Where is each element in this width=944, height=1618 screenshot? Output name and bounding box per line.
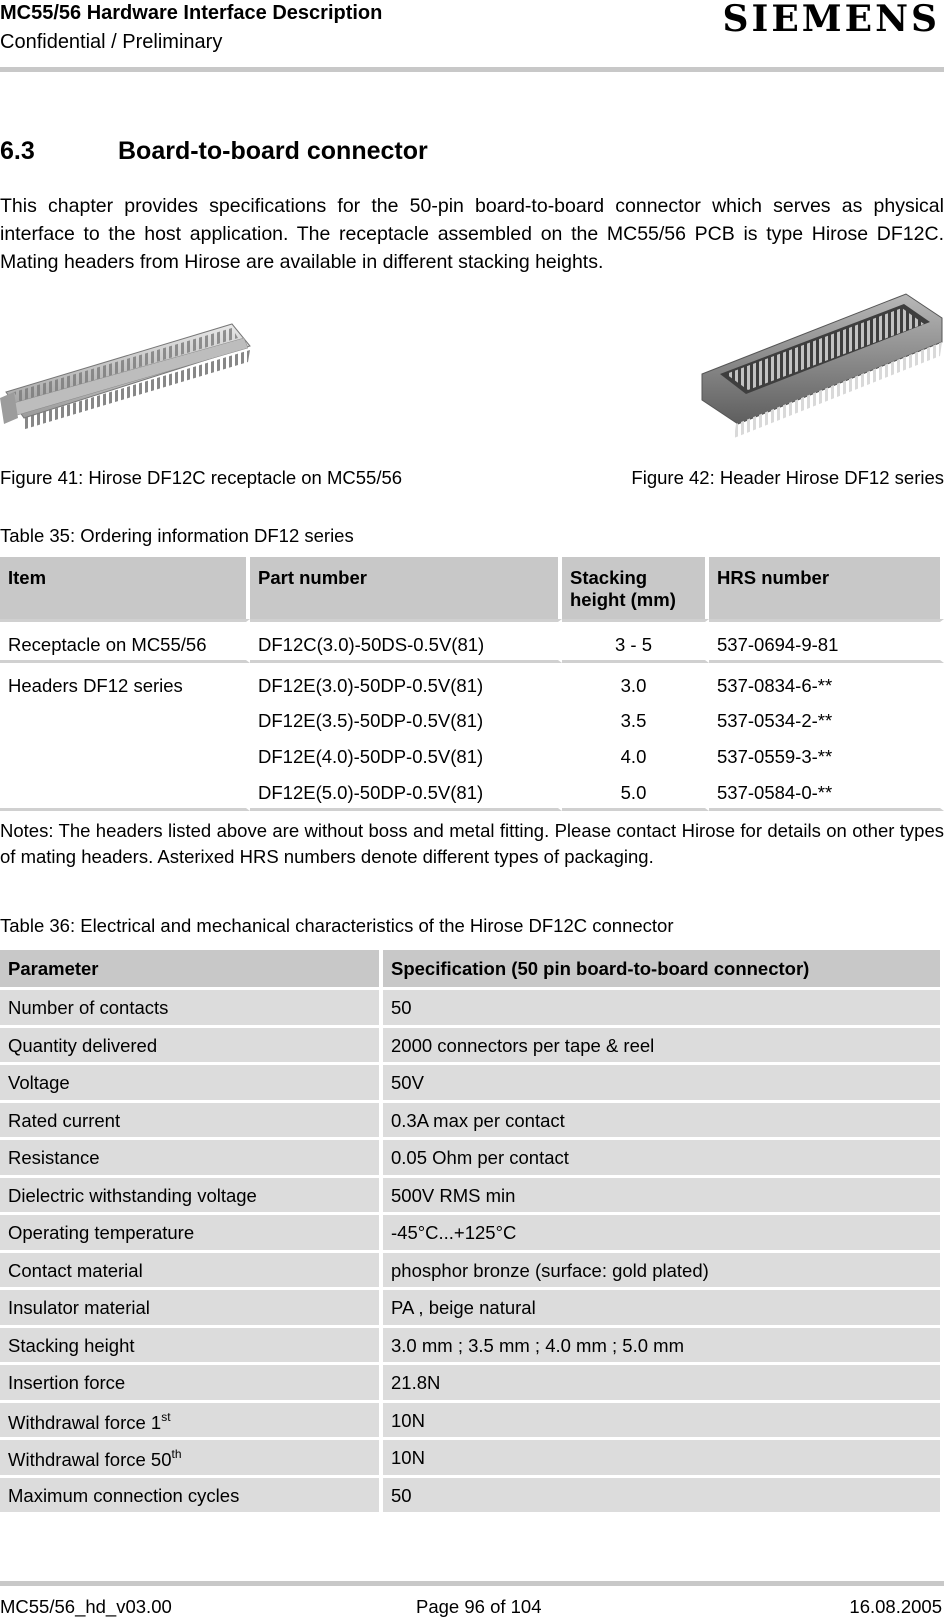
- parameter-cell: [0, 1400, 383, 1438]
- column-header: HRS number: [709, 557, 944, 619]
- parameter-label: Operating temperature: [8, 1222, 195, 1243]
- parameter-label: Number of contacts: [8, 997, 169, 1018]
- parameter-cell: [0, 1287, 383, 1325]
- table-row: [0, 1287, 944, 1325]
- table-row: [0, 775, 944, 811]
- parameter-cell: [0, 987, 383, 1025]
- table-row: [0, 1362, 944, 1400]
- table-row: [0, 739, 944, 775]
- specification-cell: 2000 connectors per tape & reel: [383, 1025, 944, 1063]
- page-number: Page 96 of 104: [416, 1596, 542, 1617]
- table-cell: DF12E(3.0)-50DP-0.5V(81): [250, 663, 562, 703]
- table-cell: [0, 703, 250, 739]
- table-notes: Notes: The headers listed above are without boss and metal fitting. Please contact Hirose for details on other types of mating headers. Asterixed HRS numbers denote different types of packaging.: [0, 820, 944, 867]
- section-title: Board-to-board connector: [118, 137, 428, 165]
- table-cell: 3.0: [562, 663, 709, 703]
- table-row: [0, 619, 944, 663]
- parameter-cell: [0, 1437, 383, 1475]
- column-header: Parameter: [0, 950, 383, 987]
- parameter-cell: [0, 1475, 383, 1513]
- column-header: Part number: [250, 557, 562, 619]
- specification-cell: -45°C...+125°C: [383, 1212, 944, 1250]
- figure-41-caption: Figure 41: Hirose DF12C receptacle on MC55/56: [0, 467, 403, 488]
- parameter-label: Dielectric withstanding voltage: [8, 1184, 257, 1206]
- table-cell: 3.5: [562, 703, 709, 739]
- specification-cell: 0.3A max per contact: [383, 1100, 944, 1138]
- table-row: [0, 1250, 944, 1288]
- parameter-label: Rated current: [8, 1109, 121, 1131]
- table-cell: DF12E(4.0)-50DP-0.5V(81): [250, 739, 562, 775]
- siemens-logo: SIEMENS: [722, 0, 940, 40]
- parameter-label: Voltage: [8, 1072, 70, 1093]
- header-image: [698, 290, 944, 440]
- table-row: [0, 1325, 944, 1363]
- parameter-label: Stacking height: [8, 1334, 135, 1356]
- table-cell: 4.0: [562, 739, 709, 775]
- parameter-cell: [0, 1137, 383, 1175]
- table-cell: 537-0584-0-**: [709, 775, 944, 811]
- parameter-cell: [0, 1362, 383, 1400]
- table-row: [0, 1212, 944, 1250]
- parameter-label: Quantity delivered: [8, 1034, 158, 1056]
- ordinal-suffix: st: [161, 1409, 171, 1424]
- specification-cell: 50V: [383, 1062, 944, 1100]
- table-cell: DF12C(3.0)-50DS-0.5V(81): [250, 619, 562, 663]
- table-row: [0, 703, 944, 739]
- section-number: 6.3: [0, 137, 35, 165]
- ordering-table: [0, 557, 944, 811]
- table-cell: 537-0694-9-81: [709, 619, 944, 663]
- table-cell: Receptacle on MC55/56: [0, 619, 250, 663]
- specification-cell: 500V RMS min: [383, 1175, 944, 1213]
- parameter-label: Insertion force: [8, 1372, 126, 1393]
- specification-cell: 10N: [383, 1400, 944, 1438]
- table-row: [0, 1400, 944, 1438]
- table-35-caption: Table 35: Ordering information DF12 series: [0, 525, 354, 546]
- characteristics-table: [0, 950, 944, 1512]
- table-row: [0, 1475, 944, 1513]
- specification-cell: 50: [383, 1475, 944, 1513]
- parameter-label: Contact material: [8, 1259, 143, 1281]
- table-row: [0, 1137, 944, 1175]
- intro-paragraph: This chapter provides specifications for the 50-pin board-to-board connector which serves as physical interface to the host application. The receptacle assembled on the MC55/56 PCB is type Hirose DF12C. Mating headers from Hirose are available in different stacking heights.: [0, 195, 944, 273]
- specification-cell: 10N: [383, 1437, 944, 1475]
- parameter-label: Resistance: [8, 1147, 100, 1168]
- table-row: [0, 663, 944, 703]
- table-row: [0, 1025, 944, 1063]
- specification-cell: 3.0 mm ; 3.5 mm ; 4.0 mm ; 5.0 mm: [383, 1325, 944, 1363]
- table-cell: DF12E(5.0)-50DP-0.5V(81): [250, 775, 562, 811]
- ordinal-suffix: th: [171, 1447, 182, 1461]
- column-header: Stacking height (mm): [562, 557, 709, 619]
- table-row: [0, 1062, 944, 1100]
- specification-cell: 21.8N: [383, 1362, 944, 1400]
- table-cell: [0, 739, 250, 775]
- parameter-cell: [0, 1100, 383, 1138]
- header-rule: [0, 67, 944, 72]
- parameter-cell: [0, 1325, 383, 1363]
- parameter-label: Insulator material: [8, 1297, 150, 1318]
- table-row: [0, 987, 944, 1025]
- table-36-caption: Table 36: Electrical and mechanical characteristics of the Hirose DF12C connector: [0, 915, 674, 936]
- table-cell: 537-0534-2-**: [709, 703, 944, 739]
- specification-cell: PA , beige natural: [383, 1287, 944, 1325]
- receptacle-image: [0, 288, 252, 440]
- parameter-cell: [0, 1250, 383, 1288]
- specification-cell: 0.05 Ohm per contact: [383, 1137, 944, 1175]
- document-date: 16.08.2005: [849, 1596, 942, 1617]
- specification-cell: phosphor bronze (surface: gold plated): [383, 1250, 944, 1288]
- table-cell: Headers DF12 series: [0, 663, 250, 703]
- column-header: Item: [0, 557, 250, 619]
- table-cell: 5.0: [562, 775, 709, 811]
- section-heading: [0, 137, 428, 166]
- table-cell: 537-0834-6-**: [709, 663, 944, 703]
- table-header-row: [0, 950, 944, 987]
- document-title: MC55/56 Hardware Interface Description: [0, 2, 383, 24]
- page-header: [0, 0, 944, 70]
- parameter-cell: [0, 1025, 383, 1063]
- document-version: MC55/56_hd_v03.00: [0, 1596, 172, 1617]
- table-cell: 537-0559-3-**: [709, 739, 944, 775]
- table-cell: 3 - 5: [562, 619, 709, 663]
- table-cell: DF12E(3.5)-50DP-0.5V(81): [250, 703, 562, 739]
- column-header: Specification (50 pin board-to-board connector): [383, 950, 944, 987]
- characteristics-table-body: [0, 987, 944, 1512]
- document-subtitle: Confidential / Preliminary: [0, 31, 223, 53]
- table-row: [0, 1100, 944, 1138]
- table-row: [0, 1175, 944, 1213]
- specification-cell: 50: [383, 987, 944, 1025]
- parameter-label: Maximum connection cycles: [8, 1484, 240, 1506]
- table-cell: [0, 775, 250, 811]
- figure-42-caption: Figure 42: Header Hirose DF12 series: [631, 467, 944, 488]
- parameter-label: Withdrawal force 50: [8, 1449, 172, 1470]
- footer-rule: [0, 1581, 944, 1586]
- parameter-cell: [0, 1175, 383, 1213]
- parameter-label: Withdrawal force 1: [8, 1411, 162, 1433]
- parameter-cell: [0, 1062, 383, 1100]
- table-header-row: [0, 557, 944, 619]
- parameter-cell: [0, 1212, 383, 1250]
- table-row: [0, 1437, 944, 1475]
